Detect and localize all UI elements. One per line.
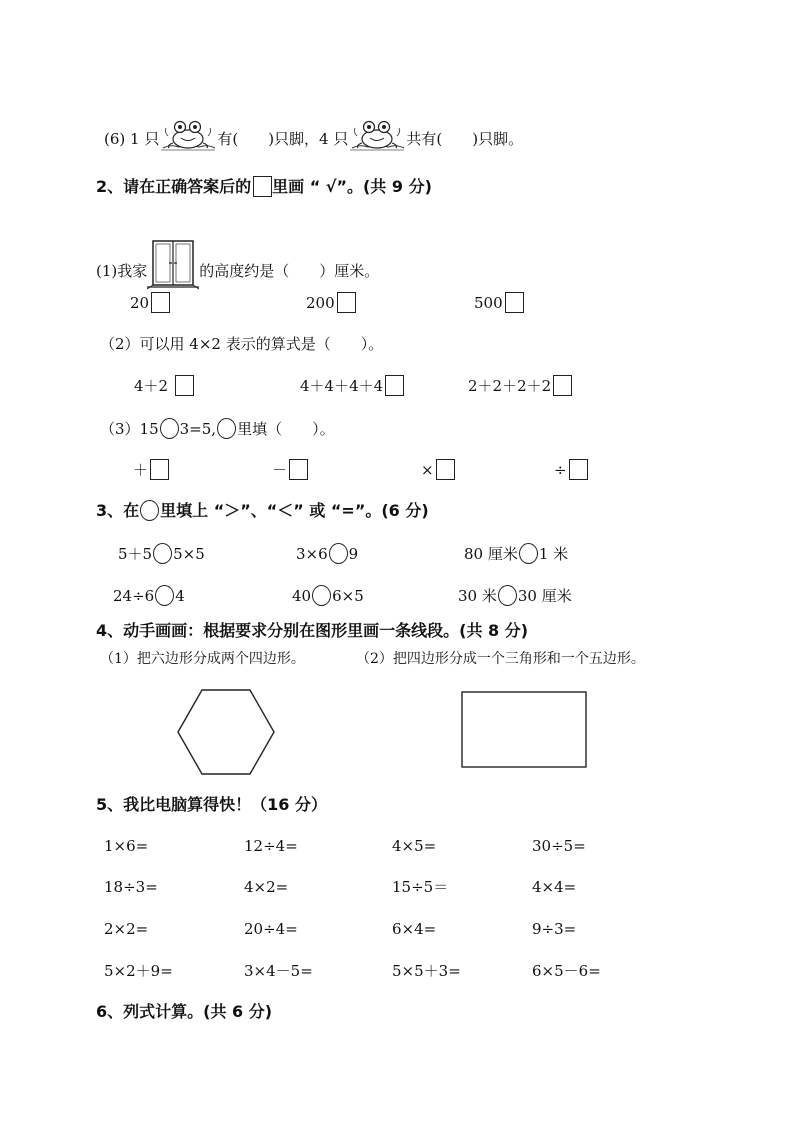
calc-item: 4×5= (392, 837, 437, 855)
calc-item: 30÷5= (532, 837, 586, 855)
compare-item (458, 585, 572, 606)
q2-title (96, 176, 432, 198)
q2-item-3-text-a: （3）15 (100, 420, 159, 438)
q1-6-line (104, 118, 523, 157)
q2-2-option-1[interactable] (134, 375, 194, 396)
frog-icon (159, 118, 217, 157)
q1-6-text-3: )只脚，4 只 (268, 130, 349, 148)
compare-circle[interactable] (312, 585, 331, 606)
calc-item: 5×2＋9= (104, 962, 173, 980)
option-label: 200 (306, 294, 335, 312)
calc-item: 2×2= (104, 920, 149, 938)
q2-3-option-3[interactable] (421, 459, 455, 480)
compare-item (113, 585, 185, 606)
q2-3-option-4[interactable] (554, 459, 588, 480)
q5-title: 5、我比电脑算得快！（16 分） (96, 795, 327, 814)
option-label: 2＋2＋2＋2 (468, 377, 552, 395)
compare-left: 80 厘米 (464, 545, 518, 563)
circle-blank-icon (160, 418, 179, 439)
circle-blank-icon (217, 418, 236, 439)
q2-3-option-2[interactable] (272, 459, 308, 480)
q2-item-1-text-b: 的高度约是（ ）厘米。 (199, 262, 380, 280)
option-label: 500 (474, 294, 503, 312)
calc-item: 1×6= (104, 837, 149, 855)
calc-item: 9÷3= (532, 920, 577, 938)
q2-2-option-3[interactable] (468, 375, 572, 396)
option-label: － (272, 461, 288, 479)
compare-right: 30 厘米 (517, 587, 572, 605)
answer-box[interactable] (436, 459, 455, 480)
compare-item (292, 585, 364, 606)
q2-item-2: （2）可以用 4×2 表示的算式是（ ）。 (100, 335, 384, 353)
calc-item: 5×5＋3= (392, 962, 461, 980)
calc-item: 4×4= (532, 878, 577, 896)
q6-title: 6、列式计算。(共 6 分) (96, 1002, 273, 1021)
circle-blank-icon (140, 500, 159, 521)
q1-6-text-2: 有( (217, 130, 239, 148)
q2-item-3-text-c: 里填（ ）。 (237, 420, 335, 438)
calc-item: 20÷4= (244, 920, 298, 938)
option-label: 20 (130, 294, 150, 312)
q2-title-part-2: 里画 “ √”。(共 9 分) (272, 177, 432, 196)
q2-item-1-text-a: (1)我家 (96, 262, 148, 280)
compare-item (464, 543, 568, 564)
option-label: 4＋4＋4＋4 (300, 377, 384, 395)
q2-1-option-3[interactable] (474, 292, 524, 313)
compare-left: 3×6 (296, 545, 328, 563)
q1-6-text-1: 1 只 (130, 130, 160, 148)
calc-item: 6×4= (392, 920, 437, 938)
option-label: ＋ (133, 461, 149, 479)
q2-item-3-text-b: 3=5, (179, 420, 217, 438)
q2-1-option-2[interactable] (306, 292, 356, 313)
answer-box[interactable] (175, 375, 194, 396)
compare-circle[interactable] (155, 585, 174, 606)
option-label: 4＋2 (134, 377, 169, 395)
answer-box[interactable] (569, 459, 588, 480)
compare-right: 4 (175, 587, 185, 605)
calc-item: 6×5－6= (532, 962, 601, 980)
answer-box[interactable] (385, 375, 404, 396)
answer-box-icon (253, 176, 272, 197)
rectangle-shape[interactable] (460, 690, 590, 770)
hexagon-shape[interactable] (176, 688, 276, 778)
calc-item: 3×4－5= (244, 962, 313, 980)
q2-1-option-1[interactable] (130, 292, 170, 313)
q2-title-part-1: 2、请在正确答案后的 (96, 177, 252, 196)
answer-box[interactable] (505, 292, 524, 313)
q2-3-option-1[interactable] (133, 459, 169, 480)
compare-left: 40 (292, 587, 312, 605)
q1-6-text-4: 共有( (406, 130, 443, 148)
compare-circle[interactable] (153, 543, 172, 564)
door-icon (147, 238, 199, 295)
q3-title-part-2: 里填上 “＞”、“＜” 或 “=”。(6 分) (160, 501, 429, 520)
q4-title: 4、动手画画：根据要求分别在图形里画一条线段。(共 8 分) (96, 621, 529, 640)
compare-left: 30 米 (458, 587, 497, 605)
compare-right: 1 米 (538, 545, 569, 563)
q2-2-option-2[interactable] (300, 375, 404, 396)
compare-circle[interactable] (498, 585, 517, 606)
frog-icon (348, 118, 406, 157)
calc-item: 4×2= (244, 878, 289, 896)
answer-box[interactable] (150, 459, 169, 480)
compare-item (296, 543, 358, 564)
q1-6-text-5: )只脚。 (472, 130, 524, 148)
compare-left: 24÷6 (113, 587, 155, 605)
compare-item (118, 543, 205, 564)
compare-right: 5×5 (173, 545, 205, 563)
compare-circle[interactable] (329, 543, 348, 564)
q1-6-number: (6) (104, 130, 126, 148)
calc-item: 12÷4= (244, 837, 298, 855)
q2-item-1 (96, 238, 379, 295)
compare-right: 9 (348, 545, 359, 563)
q3-title (96, 500, 429, 522)
compare-left: 5＋5 (118, 545, 153, 563)
q3-title-part-1: 3、在 (96, 501, 140, 520)
calc-item: 18÷3= (104, 878, 158, 896)
q4-sub-1: （1）把六边形分成两个四边形。 (100, 651, 305, 667)
answer-box[interactable] (337, 292, 356, 313)
compare-right: 6×5 (332, 587, 364, 605)
calc-item: 15÷5＝ (392, 878, 449, 896)
option-label: × (421, 461, 434, 479)
compare-circle[interactable] (519, 543, 538, 564)
answer-box[interactable] (553, 375, 572, 396)
answer-box[interactable] (289, 459, 308, 480)
option-label: ÷ (554, 461, 567, 479)
q4-sub-2: （2）把四边形分成一个三角形和一个五边形。 (356, 651, 645, 667)
q2-item-3 (100, 418, 335, 439)
answer-box[interactable] (151, 292, 170, 313)
